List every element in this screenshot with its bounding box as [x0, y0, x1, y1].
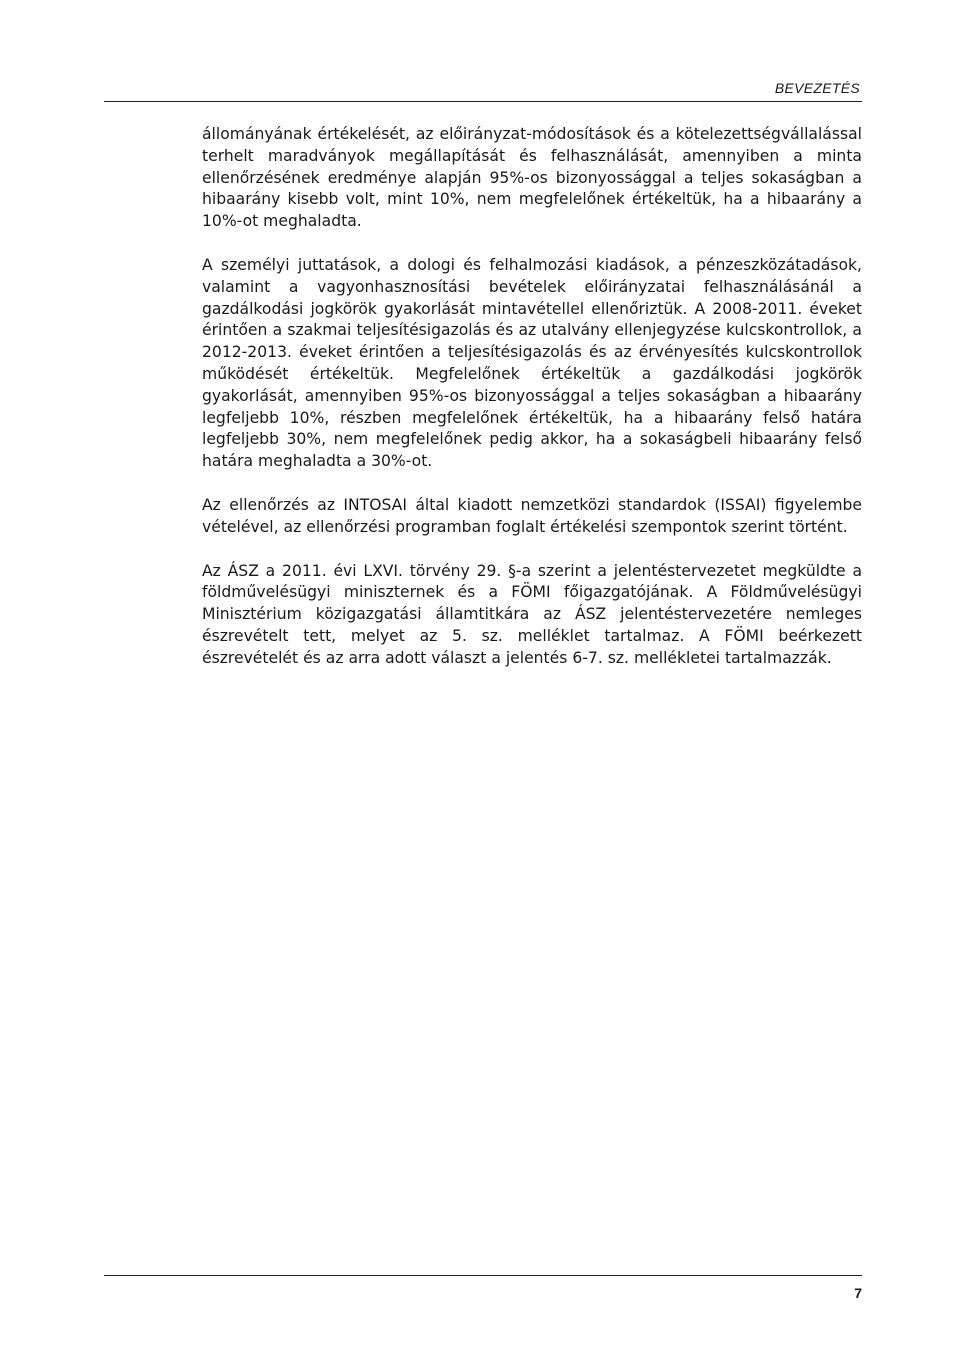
paragraph-4: Az ÁSZ a 2011. évi LXVI. törvény 29. §-a szerint a jelentéstervezetet megküldte a földművelésügyi miniszternek és a FÖMI főigazgatójának. A Földművelésügyi Minisztérium közigazgatási államtitkára az ÁSZ jelentéstervezetére nemleges észrevételt tett, melyet az 5. sz. melléklet tartalmaz. A FÖMI beérkezett észrevételét és az arra adott választ a jelentés 6-7. sz. mellékletei tartalmazzák. — [202, 561, 862, 667]
header-divider — [104, 101, 862, 102]
page-number: 7 — [854, 1285, 862, 1301]
body-text — [202, 124, 862, 692]
paragraph-3: Az ellenőrzés az INTOSAI által kiadott nemzetközi standardok (ISSAI) figyelembe vételével, az ellenőrzési programban foglalt értékelési szempontok szerint történt. — [202, 495, 862, 536]
paragraph-2: A személyi juttatások, a dologi és felhalmozási kiadások, a pénzeszközátadások, valamint a vagyonhasznosítási bevételek előirányzatai felhasználásánál a gazdálkodási jogkörök gyakorlását mintavétellel ellenőriztük. A 2008-2011. éveket érintően a szakmai teljesítésigazolás és az utalvány ellenjegyzése kulcskontrollok, a 2012-2013. éveket érintően a teljesítésigazolás és az érvényesítés kulcskontrollok működését értékeltük. Megfelelőnek értékeltük a gazdálkodási jogkörök gyakorlását, amennyiben 95%-os bizonyossággal a teljes sokaságban a hibaarány legfeljebb 10%, részben megfelelőnek értékeltük, ha a hibaarány felső határa legfeljebb 30%, nem megfelelőnek pedig akkor, ha a sokaságbeli hibaarány felső határa meghaladta a 30%-ot. — [202, 255, 862, 471]
paragraph-1: állományának értékelését, az előirányzat-módosítások és a kötelezettségvállalással terhelt maradványok megállapítását és felhasználását, amennyiben a minta ellenőrzésének eredménye alapján 95%-os bizonyossággal a teljes sokaságban a hibaarány kisebb volt, mint 10%, nem megfelelőnek értékeltük, ha a hibaarány a 10%-ot meghaladta. — [202, 125, 862, 231]
running-header: BEVEZETÉS — [774, 80, 860, 96]
footer-divider — [104, 1275, 862, 1276]
